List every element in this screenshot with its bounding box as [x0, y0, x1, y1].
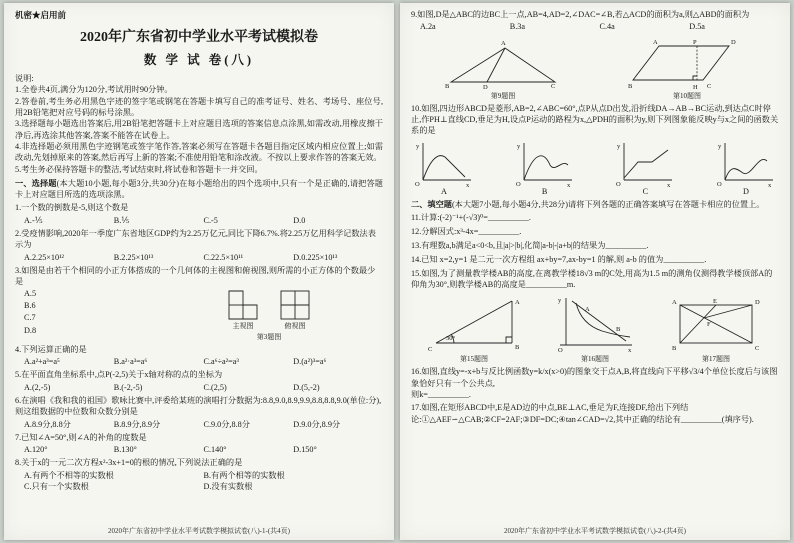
- section-1-header: [15, 178, 383, 201]
- function-graph-icon: [413, 139, 475, 187]
- option: B.有两个相等的实数根: [203, 470, 285, 480]
- question-14: 14.已知 x=2,y=1 是二元一次方程组 ax+by=7,ax-by=1 的解,则 a-b 的值为__________.: [411, 254, 707, 264]
- option: A.2.25×10¹²: [24, 252, 65, 262]
- question-2-options: [15, 252, 383, 263]
- vertex-label: D: [731, 38, 736, 46]
- question-6: [15, 395, 383, 430]
- option: A.8.9分,8.8分: [24, 419, 71, 429]
- instruction-4: 4.非选择题必须用黑色字迹钢笔或签字笔作答,答案必须写在答题卡各题目指定区域内相应位置上;如需改动,先划掉原来的答案,然后再写上新的答案;不准使用铅笔和涂改液。不按以上要求作答的答案无效。: [15, 141, 383, 163]
- question-16: [411, 366, 779, 400]
- option: B.2.25×10¹³: [113, 252, 154, 262]
- function-graph-icon: [715, 139, 777, 187]
- instruction-1: 1.全卷共4页,满分为120分,考试用时90分钟。: [15, 85, 173, 95]
- graph-option-c: [614, 139, 676, 196]
- q3-top-view: [280, 290, 310, 331]
- question-4: [15, 344, 383, 368]
- option: B.130°: [113, 445, 137, 455]
- question-16-text: 16.如图,直线y=-x+b与反比例函数y=k/x(x>0)的图象交于点A,B,将直线向下平移√3/4个单位长度后与该图象恰好只有一个公共点,: [411, 367, 778, 388]
- figure-q10: [627, 36, 747, 101]
- axis-label-x: x: [466, 181, 470, 187]
- question-1: [15, 202, 383, 226]
- question-3-text: 3.如图是由若干个相同的小正方体搭成的一个几何体的主视图和俯视图,则所需的小正方体的个数最少是: [15, 266, 376, 287]
- option: D.(a²)³=a⁶: [293, 356, 327, 366]
- vertex-label: D: [483, 83, 488, 90]
- question-5-text: 5.在平面直角坐标系中,点P(-2,5)关于x轴对称的点的坐标为: [15, 370, 223, 380]
- axis-label-y: y: [416, 142, 420, 150]
- question-2: [15, 228, 383, 263]
- option: B.a²·a³=a⁶: [113, 356, 148, 366]
- point-label: A: [585, 306, 590, 314]
- page-2-footer: 2020年广东省初中学业水平考试数学模拟试卷(八)-2-(共4页): [504, 527, 686, 535]
- question-1-options: [15, 215, 383, 226]
- angle-label: 30°: [446, 335, 456, 343]
- figures-q15-q16-q17: [411, 293, 779, 364]
- vertex-label: D: [755, 299, 760, 307]
- vertex-label: B: [672, 345, 677, 353]
- vertex-label: A: [501, 39, 506, 47]
- figure-q15-caption: 第15题图: [460, 355, 488, 364]
- figure-q15: [426, 293, 522, 364]
- graph-label: C: [642, 186, 649, 196]
- option: D.150°: [293, 445, 317, 455]
- question-6-text: 6.在演唱《我和我的祖国》歌咏比赛中,评委给某班的演唱打分数据为:8.8,9.0,8.9,9.9,8.8,8.8,9.0(单位:分),则这组数据的中位数和众数分别是: [15, 395, 382, 417]
- figure-q9: [443, 36, 563, 101]
- question-10-text: 10.如图,四边形ABCD是菱形,AB=2,∠ABC=60°,点P从点D出发,沿折线DA→AB→BC运动,到达点C时停止,作PH⊥直线CD,垂足为H,设点P运动的路程为x,△PDH的面积为y,则下列图象能反映y与x之间的函数关系的是: [411, 103, 779, 136]
- top-view-caption: 俯视图: [284, 321, 306, 330]
- question-8: [15, 457, 383, 492]
- hyperbola-line-figure-icon: [552, 293, 638, 353]
- vertex-label: A: [672, 299, 677, 307]
- main-view-caption: 主视图: [232, 321, 254, 330]
- option: C.7: [24, 313, 36, 323]
- axis-label-x: x: [667, 181, 671, 187]
- option: D.0.225×10¹³: [293, 252, 338, 262]
- option: D.8: [24, 325, 37, 335]
- axis-label-o: O: [558, 347, 563, 354]
- option: C.(2,5): [203, 382, 227, 392]
- section-1-rest: (本大题10小题,每小题3分,共30分)在每小题给出的四个选项中,只有一个是正确的,请把答题卡上对应题目所选的选项涂黑。: [15, 178, 383, 200]
- option: C.22.5×10¹¹: [203, 252, 244, 262]
- section-2-label: 二、填空题: [411, 199, 452, 209]
- axis-label-y: y: [717, 142, 722, 150]
- question-13: 13.有理数a,b满足a<0<b,且|a|>|b|,化简|a-b|-|a+b|的结果为__________.: [411, 241, 649, 250]
- axis-label-y: y: [516, 142, 520, 150]
- option: A.(2,-5): [24, 382, 51, 392]
- vertex-label: A: [515, 299, 520, 307]
- classified-label: 机密★启用前: [15, 10, 67, 20]
- graph-option-b: [514, 139, 576, 196]
- instructions: [15, 73, 383, 175]
- question-17: [411, 402, 779, 425]
- option: B.6: [24, 300, 36, 310]
- vertex-label: C: [707, 82, 712, 90]
- top-view-grid-icon: [280, 290, 310, 320]
- axis-label-o: O: [415, 180, 420, 187]
- vertex-label: C: [428, 346, 433, 354]
- question-8-options: [15, 470, 383, 493]
- option: C.a⁶÷a²=a³: [203, 356, 239, 366]
- figure-q9-caption: 第9题图: [490, 91, 516, 100]
- section-2-rest: (本大题7小题,每小题4分,共28分)请将下列各题的正确答案填写在答题卡相应的位置上。: [451, 199, 765, 209]
- elevation-angle-figure-icon: [426, 293, 522, 353]
- question-3: [15, 265, 383, 342]
- function-graph-icon: [614, 139, 676, 187]
- option: C.只有一个实数根: [24, 482, 89, 492]
- vertex-label: F: [707, 321, 711, 329]
- figure-q3-caption: 第3题图: [256, 332, 282, 341]
- question-3-options: [15, 288, 155, 337]
- question-5: [15, 369, 383, 393]
- question-11: 11.计算:(-2)⁻¹+(-√3)⁰=__________.: [411, 213, 531, 223]
- function-graph-icon: [514, 139, 576, 187]
- exam-page-2: [400, 3, 790, 540]
- vertex-label: P: [693, 38, 697, 46]
- figure-q17: [668, 295, 764, 364]
- main-view-grid-icon: [228, 290, 258, 320]
- question-1-text: 1.一个数的倒数是-5,则这个数是: [15, 203, 129, 213]
- option: C.4a: [599, 22, 615, 32]
- question-3-body: [15, 288, 383, 342]
- section-1-label: 一、选择题: [15, 178, 57, 188]
- page-1-footer: 2020年广东省初中学业水平考试数学模拟试卷(八)-1-(共4页): [108, 527, 290, 535]
- question-15: 15.如图,为了测量教学楼AB的高度,在离教学楼18√3 m的C处,用高为1.5 m的测角仪测得教学楼顶部A的仰角为30°,则教学楼AB的高度是__________m.: [411, 268, 773, 289]
- option: A.120°: [24, 445, 48, 455]
- option: B.⅕: [113, 215, 130, 225]
- axis-label-x: x: [767, 181, 772, 187]
- question-4-text: 4.下列运算正确的是: [15, 344, 87, 354]
- figures-q9-q10: [411, 36, 779, 101]
- option: A.-⅕: [24, 215, 43, 225]
- rhombus-figure-icon: [627, 36, 747, 90]
- question-17-text: 17.如图,在矩形ABCD中,E是AD边的中点,BE⊥AC,垂足为F,连接DF,给出下列结论:①△AEF∽△CAB;②CF=2AF;③DF=DC;④tan∠CAD=√2,其中正确的结论有__________(填序号).: [411, 403, 754, 424]
- option: C.-5: [203, 215, 218, 225]
- question-2-text: 2.受疫情影响,2020年一季度广东省地区GDP约为2.25万亿元,同比下降6.7%.将2.25万亿用科学记数法表示为: [15, 229, 376, 250]
- vertex-label: B: [515, 344, 520, 352]
- axis-label-o: O: [515, 180, 521, 187]
- option: B.3a: [509, 22, 525, 32]
- option: C.9.0分,8.8分: [203, 419, 250, 429]
- vertex-label: C: [755, 345, 760, 353]
- question-9-options: [411, 21, 779, 32]
- instruction-2: 2.答卷前,考生务必用黑色字迹的签字笔或钢笔在答题卡填写自己的准考证号、姓名、考场号、座位号,用2B铅笔把对应号码的标号涂黑。: [15, 96, 383, 117]
- vertex-label: C: [551, 82, 556, 90]
- instructions-title: 说明:: [15, 74, 34, 83]
- exam-subtitle: 数 学 试 卷(八): [143, 53, 255, 67]
- vertex-label: H: [693, 83, 698, 90]
- triangle-figure-icon: [443, 36, 563, 90]
- rectangle-figure-icon: [668, 295, 764, 353]
- option: D.没有实数根: [203, 482, 253, 492]
- figure-q16: [552, 293, 638, 364]
- question-7: [15, 432, 383, 456]
- exam-page-1: [4, 3, 394, 540]
- axis-label-x: x: [628, 347, 632, 354]
- graph-label: B: [541, 186, 548, 196]
- option: A.有两个不相等的实数根: [24, 470, 114, 480]
- option: B.(-2,-5): [113, 382, 143, 392]
- question-7-options: [15, 444, 383, 455]
- point-label: B: [616, 326, 621, 334]
- option: A.5: [24, 288, 37, 298]
- option: A.a²+a³=a⁵: [24, 356, 60, 366]
- axis-label-o: O: [616, 180, 622, 187]
- vertex-label: B: [445, 82, 450, 90]
- figure-q10-caption: 第10题图: [673, 91, 701, 100]
- axis-label-o: O: [716, 180, 722, 187]
- vertex-label: A: [653, 38, 658, 46]
- question-4-options: [15, 356, 383, 367]
- axis-label-x: x: [566, 181, 570, 187]
- figure-q16-caption: 第16题图: [581, 355, 609, 364]
- graph-option-d: [715, 139, 777, 196]
- question-8-text: 8.关于x的一元二次方程x²-3x+1=0的根的情况,下列说法正确的是: [15, 458, 243, 468]
- graph-label: D: [743, 186, 749, 196]
- question-6-options: [15, 419, 383, 430]
- option: D.9.0分,8.9分: [293, 419, 341, 429]
- option: D.5a: [689, 22, 705, 32]
- graph-label: A: [441, 186, 447, 196]
- option: C.140°: [203, 445, 227, 455]
- vertex-label: E: [713, 298, 717, 306]
- option: B.8.9分,8.9分: [113, 419, 161, 429]
- question-7-text: 7.已知∠A=50°,则∠A的补角的度数是: [15, 432, 147, 442]
- instruction-5: 5.考生务必保持答题卡的整洁,考试结束时,将试卷和答题卡一并交回。: [15, 164, 263, 174]
- vertex-label: B: [628, 82, 633, 90]
- option: D.0: [293, 215, 306, 225]
- question-5-options: [15, 382, 383, 393]
- question-9: [411, 9, 779, 33]
- option: D.(5,-2): [293, 382, 320, 392]
- question-9-text: 9.如图,D是△ABC的边BC上一点,AB=4,AD=2,∠DAC=∠B,若△ACD的面积为a,则△ABD的面积为: [411, 10, 750, 19]
- figure-q17-caption: 第17题图: [702, 355, 730, 364]
- question-12: 12.分解因式:x³-4x=__________.: [411, 227, 522, 237]
- option: A.2a: [420, 22, 436, 32]
- question-10-graph-options: [411, 139, 779, 196]
- question-16-answer-line: 则k=__________.: [411, 389, 471, 399]
- question-10: [411, 103, 779, 137]
- axis-label-y: y: [558, 297, 562, 305]
- fill-in-questions: [411, 212, 779, 290]
- graph-option-a: [413, 139, 475, 196]
- instruction-3: 3.选择题每小题选出答案后,用2B铅笔把答题卡上对应题目选项的答案信息点涂黑,如需改动,用橡皮擦干净后,再选涂其他答案,答案不能答在试卷上。: [15, 119, 383, 140]
- q3-views: [228, 290, 310, 331]
- axis-label-y: y: [617, 142, 621, 150]
- figure-q3: [155, 288, 383, 342]
- q3-main-view: [228, 290, 258, 331]
- exam-title: 2020年广东省初中学业水平考试模拟卷: [80, 30, 318, 45]
- section-2-header: [411, 199, 779, 210]
